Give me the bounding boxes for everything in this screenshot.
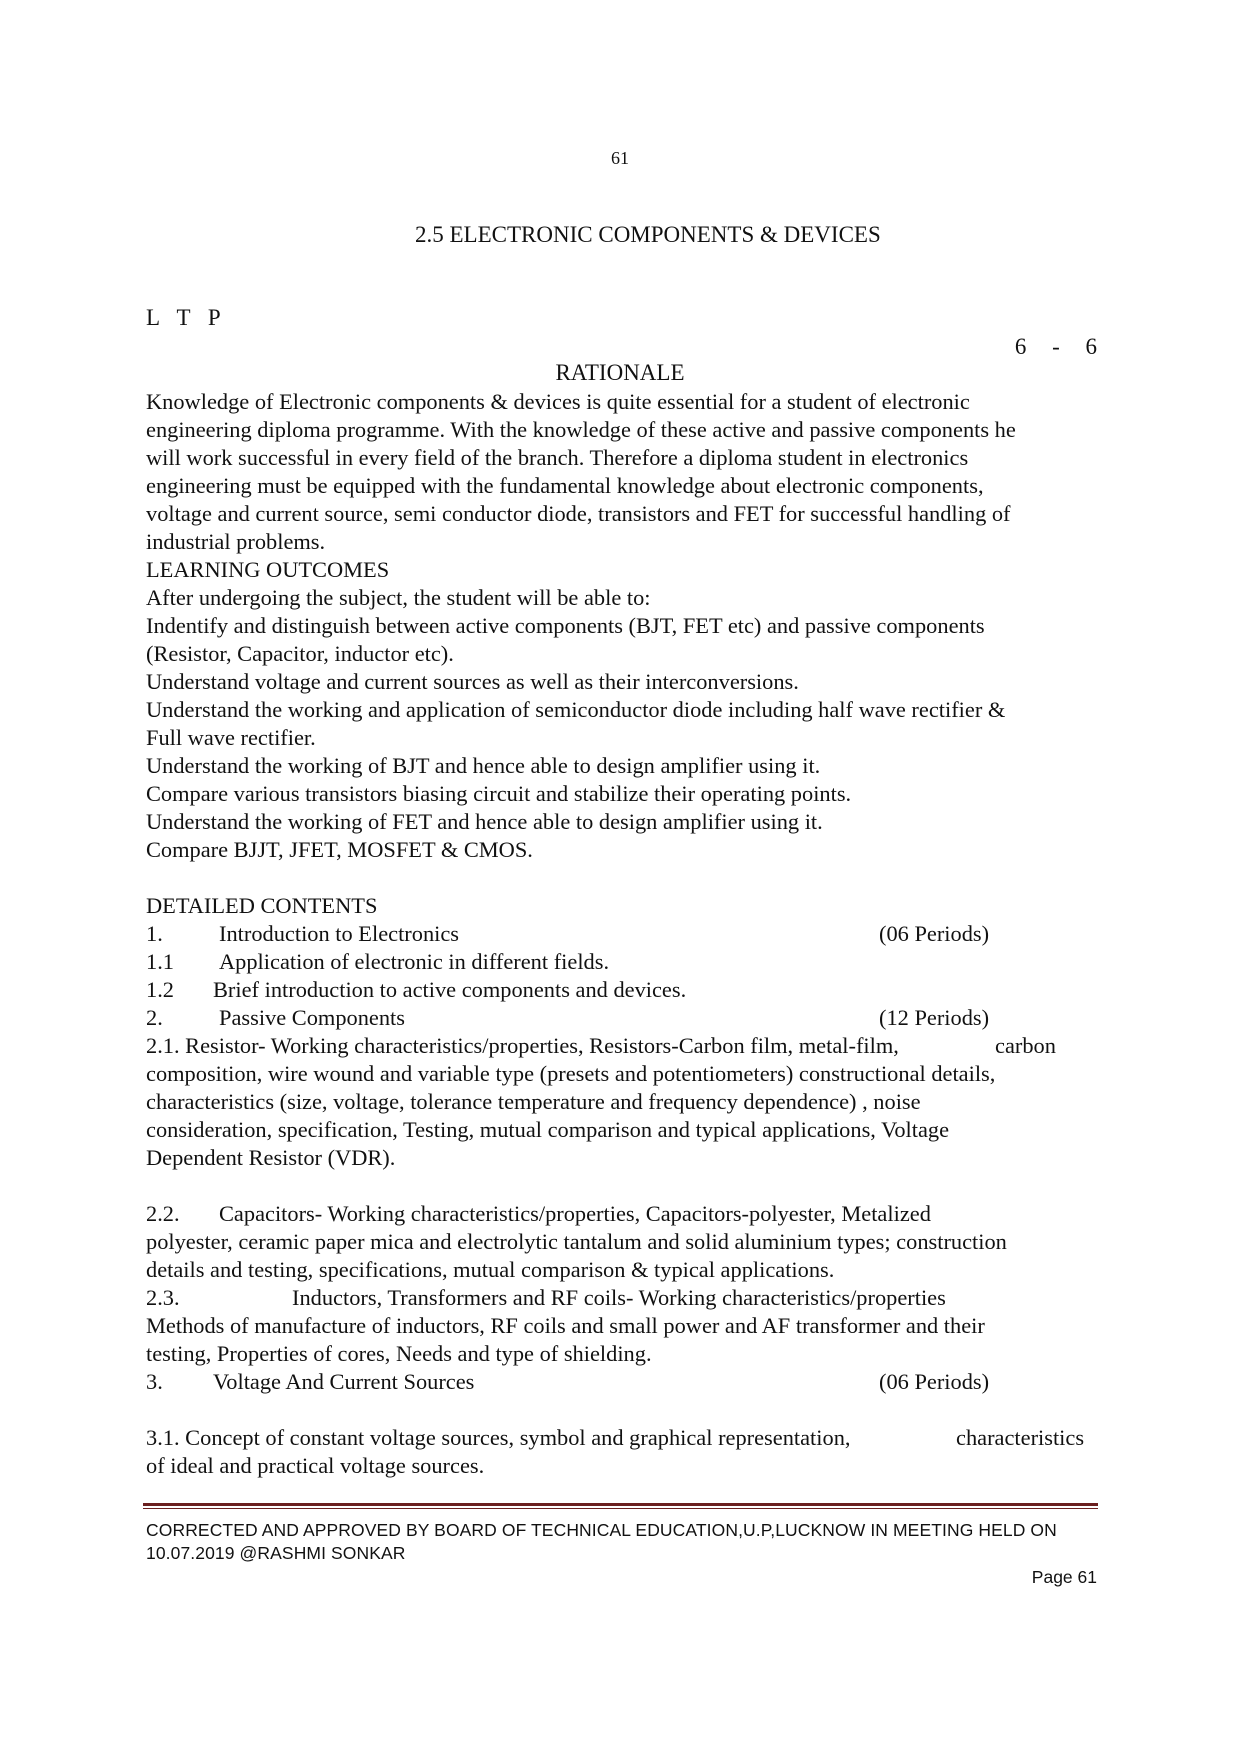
inductor-line: testing, Properties of cores, Needs and type of shielding.: [146, 1341, 652, 1366]
subtopic-number: 2.2.: [146, 1201, 180, 1226]
subtopic-number: 2.3.: [146, 1285, 180, 1310]
inductor-line: Methods of manufacture of inductors, RF coils and small power and AF transformer and their: [146, 1313, 985, 1338]
learning-outcome-line: Understand the working of FET and hence able to design amplifier using it.: [146, 809, 823, 834]
spacer: [146, 864, 1106, 892]
learning-outcome-line: Compare various transistors biasing circuit and stabilize their operating points.: [146, 781, 852, 806]
resistor-text: 2.1. Resistor- Working characteristics/properties, Resistors-Carbon film, metal-film,: [146, 1033, 899, 1058]
learning-outcome-line: Understand voltage and current sources as well as their interconversions.: [146, 669, 799, 694]
spacer: [146, 1396, 1106, 1424]
learning-outcome-line: Full wave rectifier.: [146, 725, 316, 750]
page-title: 2.5 ELECTRONIC COMPONENTS & DEVICES: [415, 222, 881, 247]
learning-outcome-line: Understand the working of BJT and hence able to design amplifier using it.: [146, 753, 821, 778]
unit-number: 2.: [146, 1005, 163, 1030]
learning-outcomes-heading: LEARNING OUTCOMES: [146, 557, 390, 582]
subtopic-number: 1.2: [146, 977, 174, 1002]
rationale-line: will work successful in every field of the branch. Therefore a diploma student in electronics: [146, 445, 969, 470]
spacer: [146, 1172, 1106, 1200]
voltage-source-line: of ideal and practical voltage sources.: [146, 1453, 485, 1478]
learning-outcome-line: Compare BJJT, JFET, MOSFET & CMOS.: [146, 837, 533, 862]
ltp-values: 6 - 6: [1014, 334, 1097, 359]
capacitor-text: Capacitors- Working characteristics/properties, Capacitors-polyester, Metalized: [219, 1201, 931, 1226]
unit-number: 3.: [146, 1369, 163, 1394]
capacitor-line: polyester, ceramic paper mica and electrolytic tantalum and solid aluminium types; construction: [146, 1229, 1007, 1254]
voltage-source-first-line: [146, 1424, 1106, 1452]
ltp-label: L T P: [146, 305, 221, 330]
capacitor-first-line: [146, 1200, 1106, 1228]
subtopic-row: [146, 976, 1106, 1004]
subtopic-text: Brief introduction to active components and devices.: [213, 977, 687, 1002]
footer-page-number: Page 61: [1031, 1567, 1097, 1587]
unit-2-heading: [146, 1004, 1106, 1032]
resistor-first-line: [146, 1032, 1106, 1060]
voltage-source-text-tail: characteristics: [956, 1425, 1085, 1450]
footer-rule: [143, 1503, 1098, 1510]
resistor-line: characteristics (size, voltage, tolerance temperature and frequency dependence) , noise: [146, 1089, 921, 1114]
resistor-text-tail: carbon: [995, 1033, 1056, 1058]
inductor-text: Inductors, Transformers and RF coils- Working characteristics/properties: [292, 1285, 946, 1310]
subtopic-row: [146, 948, 1106, 976]
footer-approval-note: [146, 1519, 1106, 1565]
rationale-line: engineering must be equipped with the fundamental knowledge about electronic components,: [146, 473, 984, 498]
unit-periods: (12 Periods): [879, 1005, 990, 1030]
learning-outcomes-intro: After undergoing the subject, the student will be able to:: [146, 585, 651, 610]
unit-periods: (06 Periods): [879, 1369, 990, 1394]
learning-outcome-line: Understand the working and application of semiconductor diode including half wave rectifier &: [146, 697, 1006, 722]
rationale-heading: RATIONALE: [555, 360, 685, 385]
unit-title: Passive Components: [219, 1005, 405, 1030]
subtopic-text: Application of electronic in different fields.: [219, 949, 610, 974]
voltage-source-text: 3.1. Concept of constant voltage sources, symbol and graphical representation,: [146, 1425, 851, 1450]
unit-1-heading: [146, 920, 1106, 948]
inductor-first-line: [146, 1284, 1106, 1312]
resistor-line: composition, wire wound and variable type (presets and potentiometers) constructional details,: [146, 1061, 996, 1086]
footer-line: 10.07.2019 @RASHMI SONKAR: [146, 1543, 406, 1563]
unit-title: Voltage And Current Sources: [213, 1369, 475, 1394]
body-text: [146, 388, 1106, 1480]
unit-number: 1.: [146, 921, 163, 946]
unit-title: Introduction to Electronics: [219, 921, 460, 946]
unit-periods: (06 Periods): [879, 921, 990, 946]
learning-outcome-line: Indentify and distinguish between active components (BJT, FET etc) and passive components: [146, 613, 985, 638]
resistor-line: Dependent Resistor (VDR).: [146, 1145, 396, 1170]
unit-3-heading: [146, 1368, 1106, 1396]
page-number-top: 61: [611, 148, 629, 168]
rationale-line: voltage and current source, semi conductor diode, transistors and FET for successful handling of: [146, 501, 1011, 526]
footer-rule-thick: [143, 1503, 1098, 1506]
rationale-line: engineering diploma programme. With the knowledge of these active and passive components he: [146, 417, 1016, 442]
rationale-line: industrial problems.: [146, 529, 326, 554]
detailed-contents-heading: DETAILED CONTENTS: [146, 893, 378, 918]
capacitor-line: details and testing, specifications, mutual comparison & typical applications.: [146, 1257, 835, 1282]
resistor-line: consideration, specification, Testing, mutual comparison and typical applications, Voltage: [146, 1117, 950, 1142]
rationale-line: Knowledge of Electronic components & devices is quite essential for a student of electronic: [146, 389, 970, 414]
footer-rule-thin: [143, 1508, 1098, 1509]
subtopic-number: 1.1: [146, 949, 174, 974]
learning-outcome-line: (Resistor, Capacitor, inductor etc).: [146, 641, 454, 666]
footer-line: CORRECTED AND APPROVED BY BOARD OF TECHNICAL EDUCATION,U.P,LUCKNOW IN MEETING HELD ON: [146, 1520, 1057, 1540]
